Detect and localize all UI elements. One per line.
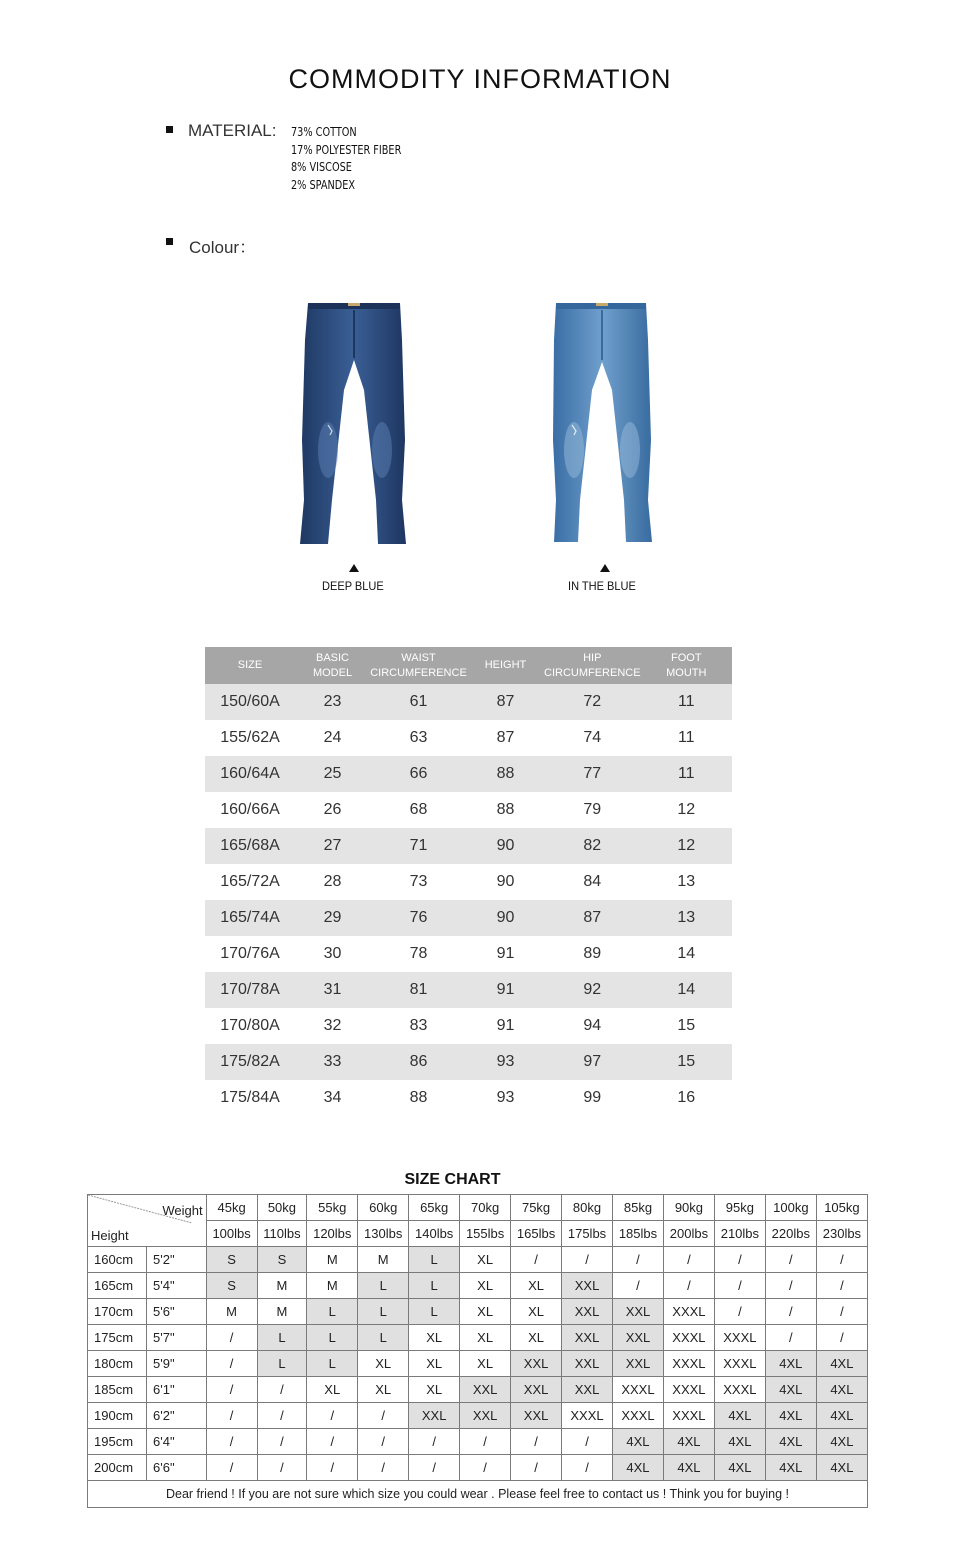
size-table-row <box>205 828 732 864</box>
size-table-cell: 23 <box>295 684 370 720</box>
header-waist: WAIST CIRCUMFERENCE <box>370 647 467 684</box>
size-chart-cell: / <box>663 1247 714 1273</box>
size-chart-cell: 4XL <box>765 1455 816 1481</box>
size-chart-cell: XL <box>460 1351 511 1377</box>
size-table-cell: 97 <box>544 1044 641 1080</box>
size-chart-cell: 4XL <box>663 1455 714 1481</box>
size-table-cell: 90 <box>467 828 544 864</box>
size-chart-row <box>88 1403 868 1429</box>
size-chart-cell: XXL <box>613 1299 664 1325</box>
size-chart-cell: XL <box>460 1247 511 1273</box>
size-table-cell: 63 <box>409 729 428 746</box>
size-chart-cell: / <box>206 1325 257 1351</box>
size-chart-cell: / <box>562 1429 613 1455</box>
size-chart-cell: / <box>206 1351 257 1377</box>
size-table-cell: 94 <box>583 1017 602 1034</box>
size-table-cell: 79 <box>583 801 602 818</box>
weight-label: Weight <box>162 1203 203 1218</box>
size-chart-cell: XL <box>358 1351 409 1377</box>
size-chart-cell: / <box>358 1429 409 1455</box>
weight-kg-header: 80kg <box>562 1195 613 1221</box>
weight-kg-header: 45kg <box>206 1195 257 1221</box>
size-chart-cell: 4XL <box>613 1455 664 1481</box>
size-chart-cell: XXXL <box>663 1377 714 1403</box>
size-chart-cell: XXXL <box>663 1299 714 1325</box>
size-chart-cell: L <box>409 1273 460 1299</box>
size-chart-cell: / <box>714 1273 765 1299</box>
weight-kg-header: 85kg <box>613 1195 664 1221</box>
height-cm: 190cm <box>88 1403 147 1429</box>
size-table-cell: 16 <box>677 1089 696 1106</box>
size-chart-cell: 4XL <box>816 1377 867 1403</box>
size-chart-cell: L <box>257 1325 307 1351</box>
size-table-cell: 32 <box>323 1017 342 1034</box>
size-table-row <box>205 900 732 936</box>
size-chart-cell: / <box>714 1247 765 1273</box>
weight-lbs-header: 120lbs <box>307 1221 358 1247</box>
size-chart-row <box>88 1273 868 1299</box>
size-chart-row <box>88 1325 868 1351</box>
size-table-cell: 14 <box>641 972 732 1008</box>
size-chart-cell: XXXL <box>613 1403 664 1429</box>
size-chart-cell: L <box>358 1273 409 1299</box>
colour-label: Colour： <box>189 238 257 257</box>
deep-blue-arrow-icon <box>349 564 359 572</box>
size-table-cell: 150/60A <box>205 684 295 720</box>
size-chart-cell: XXXL <box>714 1351 765 1377</box>
size-chart-cell: 4XL <box>714 1429 765 1455</box>
height-ft: 5'7" <box>147 1325 207 1351</box>
size-table-cell: 33 <box>295 1044 370 1080</box>
size-chart-cell: M <box>358 1247 409 1273</box>
size-table-cell: 25 <box>295 756 370 792</box>
size-chart-row <box>88 1429 868 1455</box>
size-table-row <box>205 1008 732 1044</box>
weight-kg-header: 95kg <box>714 1195 765 1221</box>
weight-lbs-header: 165lbs <box>511 1221 562 1247</box>
height-label: Height <box>91 1228 129 1243</box>
size-chart-row <box>88 1351 868 1377</box>
weight-lbs-header: 140lbs <box>409 1221 460 1247</box>
size-chart-cell: / <box>257 1403 307 1429</box>
size-chart-cell: / <box>257 1455 307 1481</box>
size-chart-cell: / <box>765 1273 816 1299</box>
size-table-cell: 11 <box>641 684 732 720</box>
size-chart-cell: XXXL <box>663 1351 714 1377</box>
size-chart-cell: 4XL <box>765 1351 816 1377</box>
size-table-cell: 90 <box>496 873 515 890</box>
size-table-row <box>205 756 732 792</box>
size-chart-cell: XXL <box>562 1325 613 1351</box>
size-table-cell: 165/68A <box>205 828 295 864</box>
size-chart-cell: 4XL <box>613 1429 664 1455</box>
page-title: COMMODITY INFORMATION <box>288 64 672 94</box>
size-table-cell: 88 <box>409 1089 428 1106</box>
size-chart-cell: XXL <box>511 1403 562 1429</box>
size-table-cell: 12 <box>641 828 732 864</box>
size-chart-title: SIZE CHART <box>404 1171 501 1188</box>
size-chart-cell: XL <box>307 1377 358 1403</box>
size-chart-cell: / <box>816 1273 867 1299</box>
weight-kg-header: 55kg <box>307 1195 358 1221</box>
colour-bullet-icon <box>166 238 173 245</box>
size-chart-cell: XXXL <box>663 1325 714 1351</box>
size-table-row <box>205 684 732 720</box>
height-ft: 5'6" <box>147 1299 207 1325</box>
size-table-cell: 88 <box>467 756 544 792</box>
header-hip: HIP CIRCUMFERENCE <box>544 647 641 684</box>
weight-lbs-header: 185lbs <box>613 1221 664 1247</box>
size-table-cell: 89 <box>583 945 602 962</box>
weight-kg-header: 100kg <box>765 1195 816 1221</box>
size-chart-cell: XXL <box>460 1377 511 1403</box>
size-chart-cell: L <box>409 1247 460 1273</box>
size-chart-cell: XL <box>358 1377 409 1403</box>
footnote: Dear friend ! If you are not sure which size you could wear . Please feel free to contact us ! Think you for buying ! <box>88 1481 868 1508</box>
size-chart-cell: M <box>307 1247 358 1273</box>
size-table-cell: 68 <box>409 801 428 818</box>
size-table-cell: 74 <box>583 729 602 746</box>
height-cm: 180cm <box>88 1351 147 1377</box>
size-chart-cell: XXL <box>409 1403 460 1429</box>
size-chart-cell: L <box>358 1299 409 1325</box>
size-chart-cell: / <box>460 1455 511 1481</box>
colour-name-deep-blue: DEEP BLUE <box>322 579 384 593</box>
size-table-row <box>205 1044 732 1080</box>
jeans-in-the-blue-image <box>550 300 656 546</box>
size-table-cell: 170/78A <box>205 972 295 1008</box>
size-chart-cell: M <box>257 1299 307 1325</box>
size-chart-cell: L <box>307 1351 358 1377</box>
size-table-cell: 84 <box>583 873 602 890</box>
size-chart-cell: L <box>307 1325 358 1351</box>
size-chart-cell: / <box>816 1247 867 1273</box>
header-height: HEIGHT <box>467 647 544 684</box>
height-cm: 200cm <box>88 1455 147 1481</box>
size-chart-cell: S <box>257 1247 307 1273</box>
height-cm: 185cm <box>88 1377 147 1403</box>
size-chart-cell: / <box>307 1429 358 1455</box>
weight-lbs-header: 210lbs <box>714 1221 765 1247</box>
weight-lbs-header: 100lbs <box>206 1221 257 1247</box>
weight-kg-header: 70kg <box>460 1195 511 1221</box>
material-item: 2% SPANDEX <box>291 177 356 192</box>
size-table-cell: 99 <box>583 1089 602 1106</box>
size-chart-cell: L <box>358 1325 409 1351</box>
size-chart-cell: XXXL <box>714 1325 765 1351</box>
size-chart-cell: / <box>358 1403 409 1429</box>
size-table-row <box>205 864 732 900</box>
size-table-cell: 91 <box>496 945 515 962</box>
size-chart-cell: / <box>714 1299 765 1325</box>
size-chart-cell: / <box>206 1403 257 1429</box>
size-chart-cell: 4XL <box>714 1403 765 1429</box>
weight-lbs-header: 200lbs <box>663 1221 714 1247</box>
size-chart-cell: XXL <box>613 1325 664 1351</box>
height-ft: 6'2" <box>147 1403 207 1429</box>
size-chart-cell: 4XL <box>816 1351 867 1377</box>
size-chart-cell: XXL <box>562 1351 613 1377</box>
material-item: 73% COTTON <box>291 125 357 139</box>
size-chart-cell: 4XL <box>816 1455 867 1481</box>
size-chart-cell: XXL <box>562 1273 613 1299</box>
size-chart-cell: / <box>511 1247 562 1273</box>
footnote-row <box>88 1481 868 1508</box>
size-chart-cell: / <box>358 1455 409 1481</box>
size-chart-cell: XXL <box>511 1351 562 1377</box>
jeans-deep-blue-image <box>298 300 410 548</box>
size-chart-cell: / <box>206 1377 257 1403</box>
size-chart-cell: 4XL <box>816 1429 867 1455</box>
size-chart-cell: / <box>765 1247 816 1273</box>
size-chart-cell: / <box>816 1325 867 1351</box>
material-item: 8% VISCOSE <box>291 160 352 174</box>
height-cm: 170cm <box>88 1299 147 1325</box>
size-chart-cell: / <box>562 1247 613 1273</box>
size-chart-cell: XL <box>409 1325 460 1351</box>
size-table-cell: 93 <box>496 1089 515 1106</box>
size-table-cell: 12 <box>677 801 696 818</box>
weight-lbs-header: 110lbs <box>257 1221 307 1247</box>
size-chart-cell: XL <box>460 1299 511 1325</box>
size-table-cell: 26 <box>323 801 342 818</box>
header-basic-model: BASIC MODEL <box>295 647 370 684</box>
size-table-cell: 165/72A <box>220 873 280 890</box>
size-table-cell: 76 <box>370 900 467 936</box>
size-chart-cell: / <box>816 1299 867 1325</box>
size-chart-cell: M <box>307 1273 358 1299</box>
size-chart-cell: S <box>206 1273 257 1299</box>
size-chart-cell: M <box>206 1299 257 1325</box>
size-table-cell: 91 <box>496 1017 515 1034</box>
size-table-cell: 175/82A <box>205 1044 295 1080</box>
weight-kg-header: 105kg <box>816 1195 867 1221</box>
size-chart-cell: XXL <box>613 1351 664 1377</box>
weight-lbs-header: 130lbs <box>358 1221 409 1247</box>
header-foot-mouth: FOOT MOUTH <box>641 647 732 684</box>
size-chart-cell: XL <box>511 1273 562 1299</box>
height-cm: 160cm <box>88 1247 147 1273</box>
size-chart-cell: XXXL <box>663 1403 714 1429</box>
size-chart-cell: 4XL <box>765 1429 816 1455</box>
size-chart-cell: XL <box>409 1351 460 1377</box>
height-ft: 6'1" <box>147 1377 207 1403</box>
size-chart-cell: / <box>765 1299 816 1325</box>
size-table-cell: 14 <box>677 945 696 962</box>
size-chart-cell: XXL <box>460 1403 511 1429</box>
weight-lbs-header: 175lbs <box>562 1221 613 1247</box>
size-table-cell: 170/80A <box>220 1017 280 1034</box>
size-table-cell: 15 <box>641 1044 732 1080</box>
size-chart-cell: / <box>409 1455 460 1481</box>
size-chart-cell: / <box>307 1455 358 1481</box>
size-table-cell: 28 <box>323 873 342 890</box>
size-table-cell: 82 <box>544 828 641 864</box>
material-list <box>291 124 414 194</box>
size-chart-corner <box>88 1195 207 1247</box>
size-chart-row <box>88 1247 868 1273</box>
size-chart-cell: XL <box>460 1325 511 1351</box>
weight-kg-header: 50kg <box>257 1195 307 1221</box>
size-chart-cell: L <box>307 1299 358 1325</box>
colour-name-in-the-blue: IN THE BLUE <box>568 579 636 593</box>
size-chart-cell: / <box>562 1455 613 1481</box>
size-measurement-table <box>205 647 732 1116</box>
size-table-cell: 30 <box>323 945 342 962</box>
size-table-cell: 61 <box>370 684 467 720</box>
size-chart-cell: 4XL <box>816 1403 867 1429</box>
size-chart-cell: XXXL <box>613 1377 664 1403</box>
size-table-cell: 160/66A <box>220 801 280 818</box>
size-table-cell: 31 <box>295 972 370 1008</box>
size-chart-cell: 4XL <box>765 1377 816 1403</box>
size-table-cell: 88 <box>496 801 515 818</box>
height-ft: 6'6" <box>147 1455 207 1481</box>
size-chart-cell: / <box>206 1429 257 1455</box>
size-table-cell: 71 <box>370 828 467 864</box>
size-table-row <box>205 720 732 756</box>
size-table-cell: 87 <box>544 900 641 936</box>
size-table-cell: 78 <box>409 945 428 962</box>
size-table-cell: 170/76A <box>220 945 280 962</box>
size-chart-cell: / <box>307 1403 358 1429</box>
size-table-row <box>205 792 732 828</box>
height-cm: 175cm <box>88 1325 147 1351</box>
size-chart-cell: / <box>663 1273 714 1299</box>
size-table-cell: 86 <box>370 1044 467 1080</box>
size-chart-cell: / <box>409 1429 460 1455</box>
size-table-cell: 73 <box>409 873 428 890</box>
size-chart-cell: XXL <box>562 1377 613 1403</box>
header-size: SIZE <box>205 647 295 684</box>
weight-lbs-header: 230lbs <box>816 1221 867 1247</box>
size-table-cell: 11 <box>641 756 732 792</box>
weight-kg-header: 75kg <box>511 1195 562 1221</box>
size-chart-cell: XL <box>511 1299 562 1325</box>
material-item: 17% POLYESTER FIBER <box>291 142 402 157</box>
size-table-cell: 13 <box>677 873 696 890</box>
size-table-cell: 165/74A <box>205 900 295 936</box>
size-table-row <box>205 936 732 972</box>
size-table-cell: 29 <box>295 900 370 936</box>
size-table-cell: 66 <box>370 756 467 792</box>
height-ft: 6'4" <box>147 1429 207 1455</box>
size-chart-cell: L <box>257 1351 307 1377</box>
size-table-row <box>205 972 732 1008</box>
size-chart-cell: / <box>511 1429 562 1455</box>
size-table-cell: 92 <box>544 972 641 1008</box>
size-table-cell: 175/84A <box>220 1089 280 1106</box>
size-table-cell: 87 <box>496 729 515 746</box>
size-chart-cell: XL <box>511 1325 562 1351</box>
size-table-cell: 91 <box>467 972 544 1008</box>
size-chart-cell: XXL <box>511 1377 562 1403</box>
size-table-cell: 27 <box>295 828 370 864</box>
size-table-cell: 11 <box>677 729 695 746</box>
size-chart-cell: S <box>206 1247 257 1273</box>
weight-kg-header: 60kg <box>358 1195 409 1221</box>
size-chart-cell: 4XL <box>663 1429 714 1455</box>
size-table-cell: 34 <box>323 1089 342 1106</box>
size-chart-cell: 4XL <box>765 1403 816 1429</box>
size-table-cell: 24 <box>323 729 342 746</box>
size-table-cell: 160/64A <box>205 756 295 792</box>
size-table-row <box>205 1080 732 1116</box>
weight-lbs-header: 220lbs <box>765 1221 816 1247</box>
size-chart-cell: XXXL <box>562 1403 613 1429</box>
size-table-cell: 90 <box>467 900 544 936</box>
size-chart-cell: XL <box>460 1273 511 1299</box>
size-table-cell: 155/62A <box>220 729 280 746</box>
size-chart-cell: XXL <box>562 1299 613 1325</box>
size-chart-table <box>87 1194 868 1508</box>
size-chart-row <box>88 1455 868 1481</box>
size-chart-cell: / <box>613 1273 664 1299</box>
size-chart-cell: L <box>409 1299 460 1325</box>
size-chart-cell: M <box>257 1273 307 1299</box>
height-ft: 5'9" <box>147 1351 207 1377</box>
size-table-cell: 77 <box>544 756 641 792</box>
material-bullet-icon <box>166 126 173 133</box>
size-chart-cell: / <box>511 1455 562 1481</box>
height-cm: 195cm <box>88 1429 147 1455</box>
size-table-cell: 83 <box>409 1017 428 1034</box>
size-table-cell: 93 <box>467 1044 544 1080</box>
size-chart-cell: XXXL <box>714 1377 765 1403</box>
size-chart-cell: / <box>257 1429 307 1455</box>
in-the-blue-arrow-icon <box>600 564 610 572</box>
size-table-cell: 15 <box>677 1017 696 1034</box>
height-ft: 5'4" <box>147 1273 207 1299</box>
size-chart-cell: / <box>257 1377 307 1403</box>
size-table-cell: 13 <box>641 900 732 936</box>
weight-kg-header: 65kg <box>409 1195 460 1221</box>
size-table-cell: 87 <box>467 684 544 720</box>
size-chart-cell: / <box>460 1429 511 1455</box>
size-chart-row <box>88 1299 868 1325</box>
size-chart-cell: / <box>613 1247 664 1273</box>
size-chart-cell: 4XL <box>714 1455 765 1481</box>
height-ft: 5'2" <box>147 1247 207 1273</box>
weight-lbs-header: 155lbs <box>460 1221 511 1247</box>
weight-kg-header: 90kg <box>663 1195 714 1221</box>
size-chart-row <box>88 1377 868 1403</box>
size-chart-cell: / <box>206 1455 257 1481</box>
height-cm: 165cm <box>88 1273 147 1299</box>
size-chart-cell: / <box>765 1325 816 1351</box>
material-label: MATERIAL: <box>188 121 277 140</box>
size-chart-cell: XL <box>409 1377 460 1403</box>
size-table-cell: 72 <box>544 684 641 720</box>
size-table-cell: 81 <box>370 972 467 1008</box>
